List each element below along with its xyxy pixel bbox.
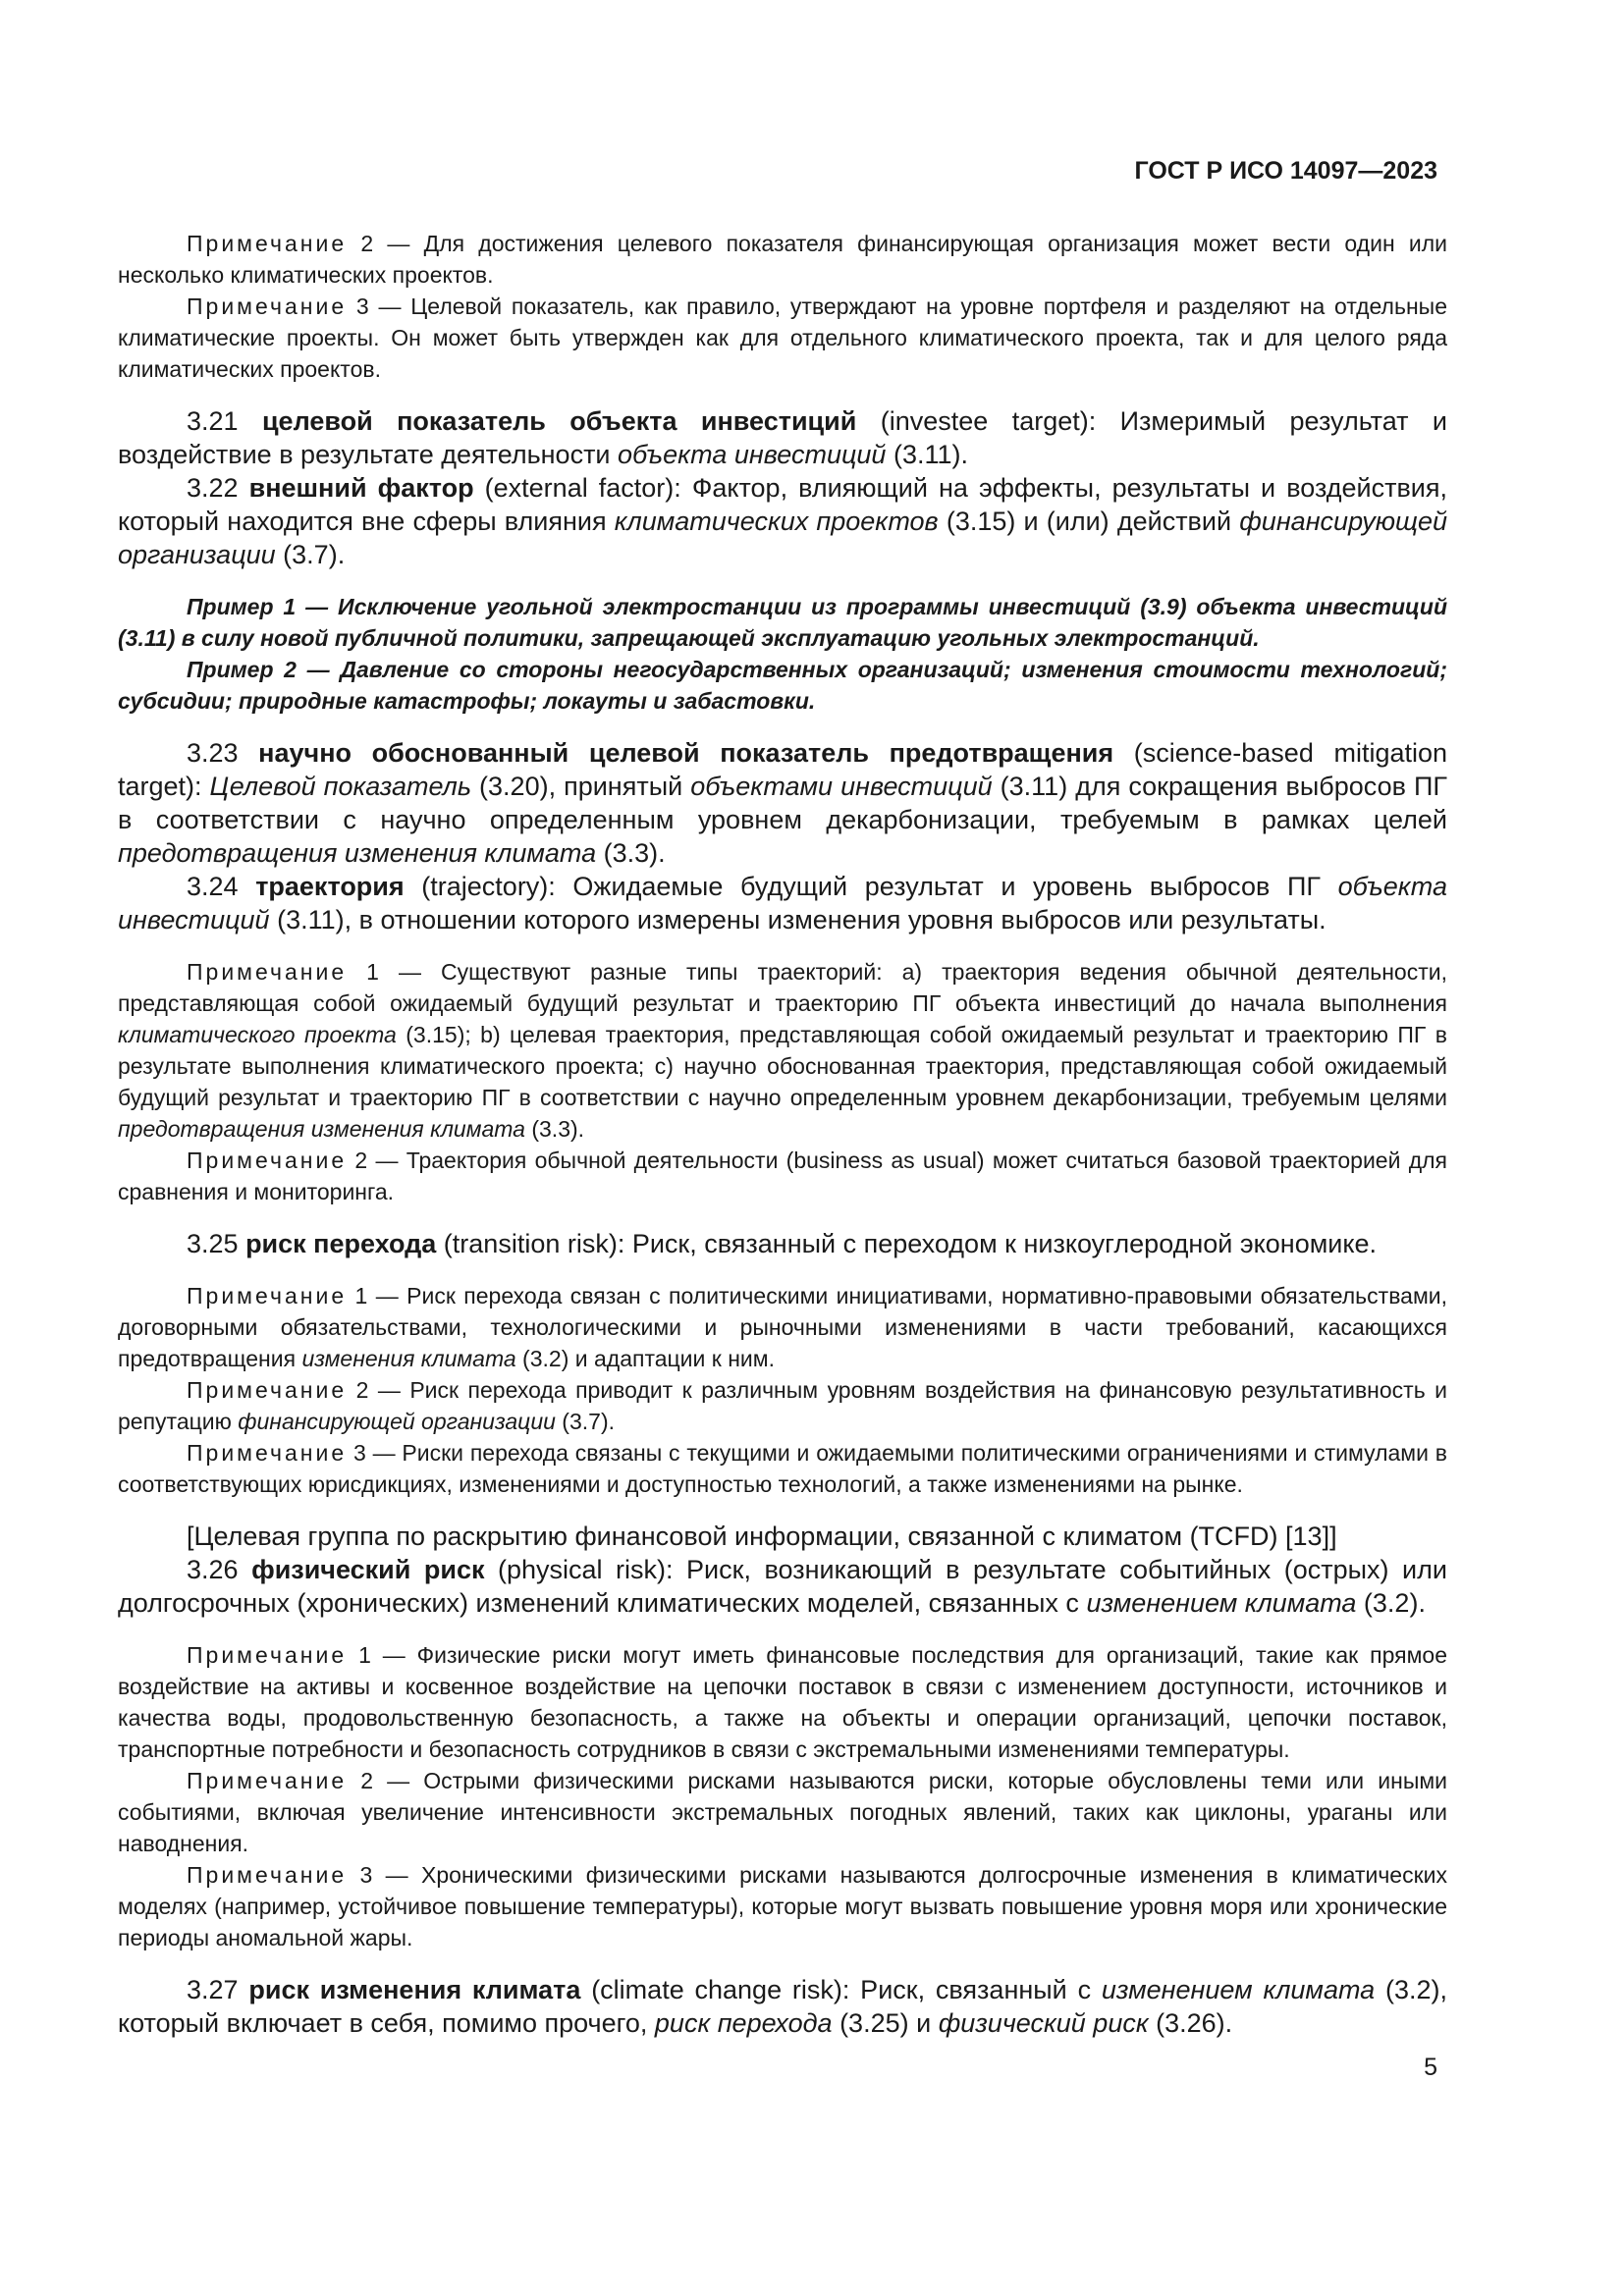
document-header: ГОСТ Р ИСО 14097—2023: [1134, 157, 1437, 185]
term: научно обоснованный целевой показатель предотвращения: [258, 738, 1114, 768]
note-2-transition: Примечание 2 — Риск перехода приводит к различным уровням воздействия на финансовую результативность и репутацию финансирующей организации (3.7).: [118, 1377, 1448, 1434]
note-label: Примечание: [187, 1642, 348, 1668]
note-2-physical: Примечание 2 — Острыми физическими рисками называются риски, которые обусловлены теми или иными событиями, включая увеличение интенсивности экстремальных погодных явлений, таких как циклоны, ураганы или наводнения.: [118, 1768, 1448, 1856]
term: физический риск: [251, 1555, 485, 1584]
source-reference: [Целевая группа по раскрытию финансовой информации, связанной с климатом (TCFD) [13]]: [187, 1522, 1337, 1551]
note-1-transition: Примечание 1 — Риск перехода связан с политическими инициативами, нормативно-правовыми обязательствами, договорными обязательствами, технологическими и рыночными изменениями в части требований, касающихся предотвращения изменения климата (3.2) и адаптации к ним.: [118, 1283, 1447, 1371]
note-label: Примечание: [187, 959, 348, 985]
definition-3-23: 3.23 научно обоснованный целевой показатель предотвращения (science-based mitigation target): Целевой показатель (3.20), принятый объектами инвестиций (3.11) для сокращения выбросов ПГ в соответствии с научно определенным уровнем декарбонизации, требуемым в рамках целей предотвращения изменения климата (3.3).: [118, 738, 1448, 868]
term: внешний фактор: [248, 473, 474, 503]
example-2: Пример 2 — Давление со стороны негосударственных организаций; изменения стоимости технологий; субсидии; природные катастрофы; локауты и забастовки.: [118, 657, 1447, 714]
definition-3-27: 3.27 риск изменения климата (climate change risk): Риск, связанный с изменением климата (3.2), который включает в себя, помимо прочего, риск перехода (3.25) и физический риск (3.26).: [118, 1975, 1447, 2038]
note-label: Примечание: [187, 294, 348, 319]
note-3-physical: Примечание 3 — Хроническими физическими рисками называются долгосрочные изменения в климатических моделях (например, устойчивое повышение температуры), которые могут вызвать повышение уровня моря или хронические периоды аномальной жары.: [118, 1862, 1448, 1950]
note-label: Примечание: [187, 231, 348, 256]
note-3-transition: Примечание 3 — Риски перехода связаны с текущими и ожидаемыми политическими ограничениями и стимулами в соответствующих юрисдикциях, изменениями и доступностью технологий, а также изменениями на рынке.: [118, 1440, 1447, 1497]
note-label: Примечание: [187, 1768, 348, 1793]
definition-3-25: 3.25 риск перехода (transition risk): Риск, связанный с переходом к низкоуглеродной экономике.: [187, 1229, 1377, 1258]
term: целевой показатель объекта инвестиций: [261, 406, 857, 436]
term: риск изменения климата: [248, 1975, 581, 2004]
note-1-physical: Примечание 1 — Физические риски могут иметь финансовые последствия для организаций, такие как прямое воздействие на активы и косвенное воздействие на цепочки поставок в связи с изменением доступности, источников и качества воды, продовольственную безопасность, а также на объекты и операции организаций, цепочки поставок, транспортные потребности и безопасность сотрудников в связи с экстремальными изменениями температуры.: [118, 1642, 1447, 1762]
note-3: Примечание 3 — Целевой показатель, как правило, утверждают на уровне портфеля и разделяют на отдельные климатические проекты. Он может быть утвержден как для отдельного климатического проекта, так и для целого ряда климатических проектов.: [118, 294, 1447, 382]
term: риск перехода: [245, 1229, 437, 1258]
document-body: [118, 228, 1447, 2040]
note-label: Примечание: [187, 1148, 348, 1173]
note-label: Примечание: [187, 1283, 348, 1308]
note-2-trajectory: Примечание 2 — Траектория обычной деятельности (business as usual) может считаться базовой траекторией для сравнения и мониторинга.: [118, 1148, 1447, 1204]
definition-3-24: 3.24 траектория (trajectory): Ожидаемые будущий результат и уровень выбросов ПГ объекта инвестиций (3.11), в отношении которого измерены изменения уровня выбросов или результаты.: [118, 872, 1447, 934]
definition-3-21: 3.21 целевой показатель объекта инвестиций (investee target): Измеримый результат и воздействие в результате деятельности объекта инвестиций (3.11).: [118, 406, 1447, 469]
note-1-trajectory: Примечание 1 — Существуют разные типы траекторий: a) траектория ведения обычной деятельности, представляющая собой ожидаемый будущий результат и траекторию ПГ объекта инвестиций до начала выполнения климатического проекта (3.15); b) целевая траектория, представляющая собой ожидаемый результат и траекторию ПГ в результате выполнения климатического проекта; c) научно обоснованная траектория, представляющая собой ожидаемый будущий результат и траекторию ПГ в соответствии с научно определенным уровнем декарбонизации, требуемым целями предотвращения изменения климата (3.3).: [118, 959, 1447, 1142]
term: траектория: [255, 872, 405, 901]
definition-3-22: 3.22 внешний фактор (external factor): Фактор, влияющий на эффекты, результаты и воздействия, который находится вне сферы влияния климатических проектов (3.15) и (или) действий финансирующей организации (3.7).: [118, 473, 1448, 569]
note-2: Примечание 2 — Для достижения целевого показателя финансирующая организация может вести один или несколько климатических проектов.: [118, 231, 1447, 288]
note-label: Примечание: [187, 1377, 348, 1403]
page-number: 5: [1424, 2054, 1437, 2081]
definition-3-26: 3.26 физический риск (physical risk): Риск, возникающий в результате событийных (острых) или долгосрочных (хронических) изменений климатических моделей, связанных с изменением климата (3.2).: [118, 1555, 1447, 1618]
example-1: Пример 1 — Исключение угольной электростанции из программы инвестиций (3.9) объекта инвестиций (3.11) в силу новой публичной политики, запрещающей эксплуатацию угольных электростанций.: [118, 594, 1447, 651]
note-label: Примечание: [187, 1440, 348, 1466]
note-label: Примечание: [187, 1862, 348, 1888]
